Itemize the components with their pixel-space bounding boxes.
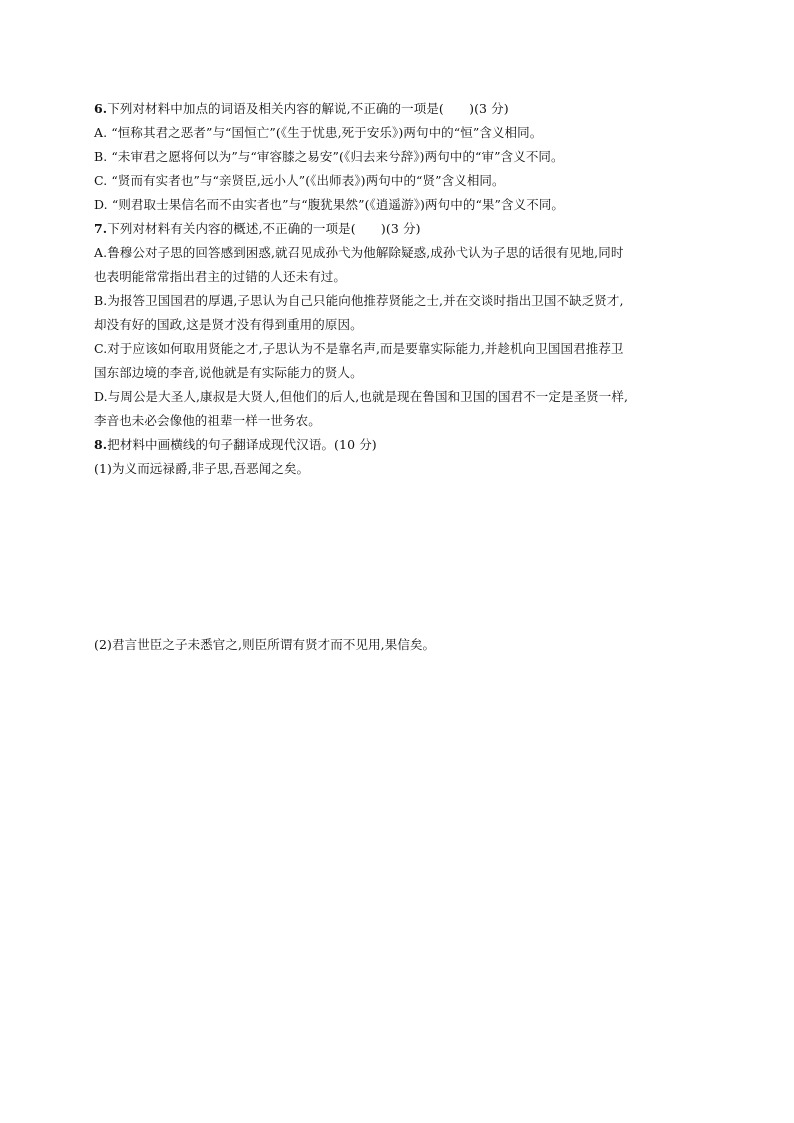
question-number: 6. [94,101,108,116]
question-8-stem [94,433,714,457]
question-7-stem [94,217,714,241]
question-8-part-2: (2)君言世臣之子未悉官之,则臣所谓有贤才而不见用,果信矣。 [94,637,436,652]
question-6-option-b: B. “未审君之愿将何以为”与“审容膝之易安”(《归去来兮辞》)两句中的“审”含义不同。 [94,149,564,164]
question-6-option-d: D. “则君取士果信名而不由实者也”与“腹犹果然”(《逍遥游》)两句中的“果”含义不同。 [94,197,565,212]
question-7-option-a-line2: 也表明能常常指出君主的过错的人还未有过。 [94,269,347,284]
question-7-option-d-line1: D.与周公是大圣人,康叔是大贤人,但他们的后人,也就是现在鲁国和卫国的国君不一定是圣贤一样, [94,389,629,404]
question-7-option-c-line2: 国东部边境的李音,说他就是有实际能力的贤人。 [94,365,363,380]
question-6-option-a: A. “恒称其君之恶者”与“国恒亡”(《生于忧患,死于安乐》)两句中的“恒”含义相同。 [94,125,543,140]
question-number: 8. [94,437,108,452]
document-page [94,97,714,657]
question-7-option-a-line1: A.鲁穆公对子思的回答感到困惑,就召见成孙弋为他解除疑惑,成孙弋认为子思的话很有见地,同时 [94,245,624,260]
question-7-option-d-line2: 李音也未必会像他的祖辈一样一世务农。 [94,413,321,428]
question-stem-text: 下列对材料中加点的词语及相关内容的解说,不正确的一项是( )(3 分) [107,101,509,116]
question-7-option-b-line1: B.为报答卫国国君的厚遇,子思认为自己只能向他推荐贤能之士,并在交谈时指出卫国不缺乏贤才, [94,293,624,308]
question-7-option-b-line2: 却没有好的国政,这是贤才没有得到重用的原因。 [94,317,363,332]
question-8-part-1: (1)为义而远禄爵,非子思,吾恶闻之矣。 [94,461,310,476]
question-stem-text: 把材料中画横线的句子翻译成现代汉语。(10 分) [107,437,377,452]
question-6-stem [94,97,714,121]
question-6-option-c: C. “贤而有实者也”与“亲贤臣,远小人”(《出师表》)两句中的“贤”含义相同。 [94,173,505,188]
question-number: 7. [94,221,108,236]
question-stem-text: 下列对材料有关内容的概述,不正确的一项是( )(3 分) [107,221,421,236]
question-7-option-c-line1: C.对于应该如何取用贤能之才,子思认为不是靠名声,而是要靠实际能力,并趁机向卫国国君推荐卫 [94,341,624,356]
answer-space [94,481,714,633]
